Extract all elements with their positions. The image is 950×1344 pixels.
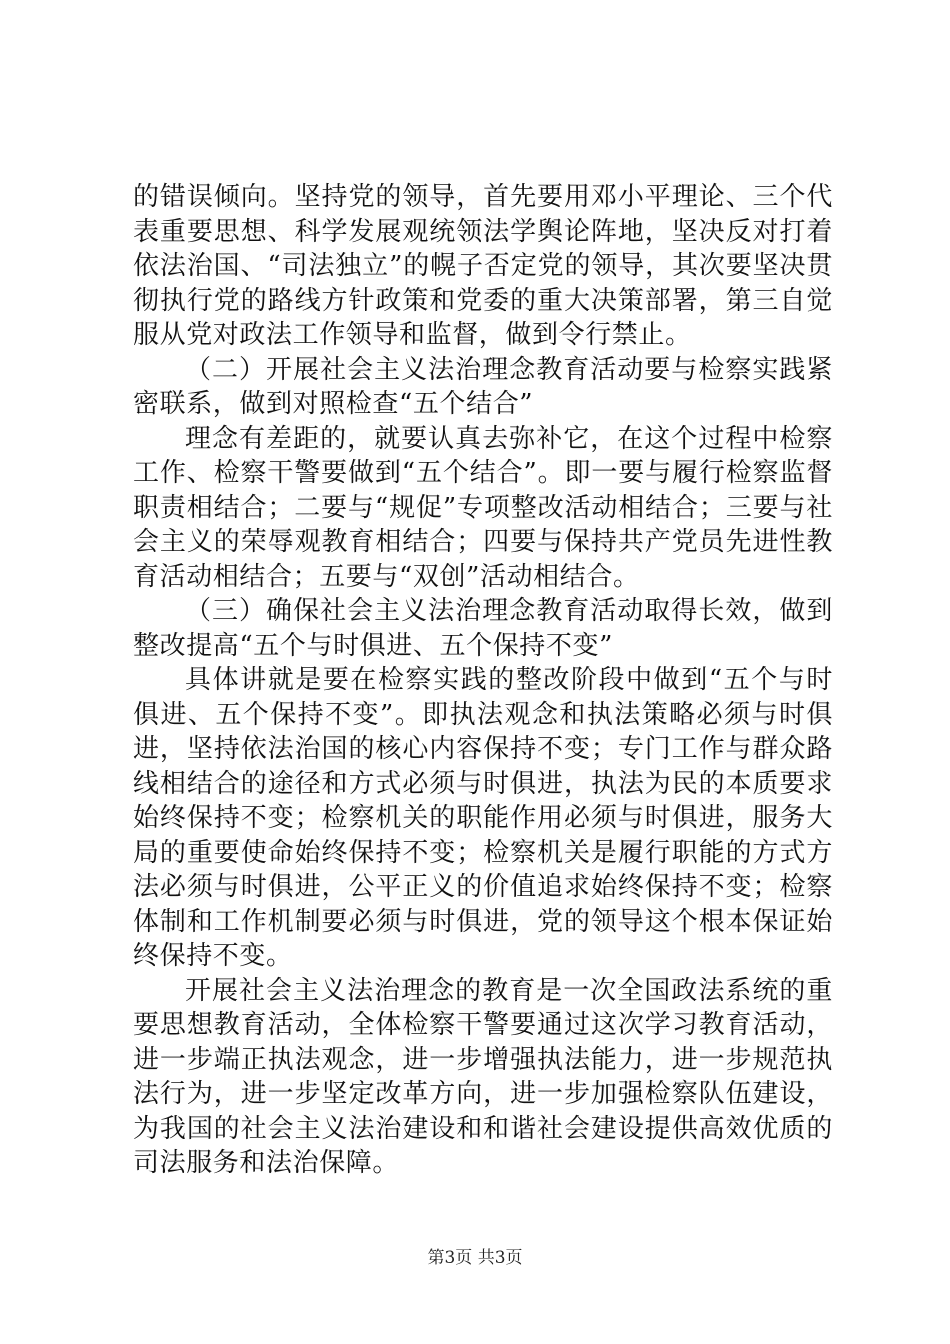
page-number-footer: 第3页 共3页 xyxy=(427,1248,523,1268)
paragraph-five-combinations: 理念有差距的，就要认真去弥补它，在这个过程中检察工作、检察干警要做到“五个结合”。即一要与履行检察监督职责相结合；二要与“规促”专项整改活动相结合；三要与社会主义的荣辱观教育相结合；四要与保持共产党员先进性教育活动相结合；五要与“双创”活动相结合。 xyxy=(133,423,833,592)
paragraph-continuation: 的错误倾向。坚持党的领导，首先要用邓小平理论、三个代表重要思想、科学发展观统领法学舆论阵地，坚决反对打着依法治国、“司法独立”的幌子否定党的领导，其次要坚决贯彻执行党的路线方针政策和党委的重大决策部署，第三自觉服从党对政法工作领导和监督，做到令行禁止。 xyxy=(133,182,833,350)
paragraph-conclusion: 开展社会主义法治理念的教育是一次全国政法系统的重要思想教育活动，全体检察干警要通过这次学习教育活动，进一步端正执法观念，进一步增强执法能力，进一步规范执法行为，进一步坚定改革方向，进一步加强检察队伍建设，为我国的社会主义法治建设和和谐社会建设提供高效优质的司法服务和法治保障。 xyxy=(133,975,833,1178)
paragraph-five-keep-pace: 具体讲就是要在检察实践的整改阶段中做到“五个与时俱进、五个保持不变”。即执法观念和执法策略必须与时俱进，坚持依法治国的核心内容保持不变；专门工作与群众路线相结合的途径和方式必须与时俱进，执法为民的本质要求始终保持不变；检察机关的职能作用必须与时俱进，服务大局的重要使命始终保持不变；检察机关是履行职能的方式方法必须与时俱进，公平正义的价值追求始终保持不变；检察体制和工作机制要必须与时俱进，党的领导这个根本保证始终保持不变。 xyxy=(133,665,833,971)
section-heading-3: （三）确保社会主义法治理念教育活动取得长效，做到整改提高“五个与时俱进、五个保持不变” xyxy=(133,596,833,661)
section-heading-2: （二）开展社会主义法治理念教育活动要与检察实践紧密联系，做到对照检查“五个结合” xyxy=(133,354,833,419)
document-body xyxy=(133,180,833,1181)
